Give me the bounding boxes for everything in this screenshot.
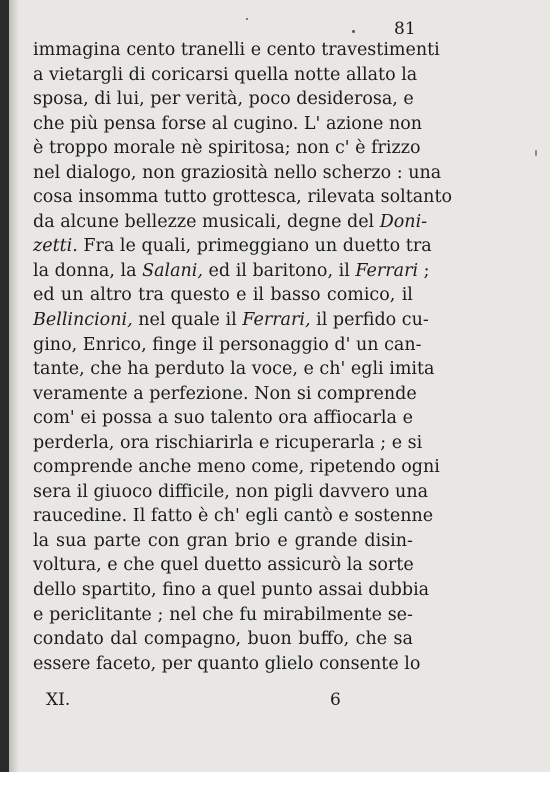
page-number: 81 [394, 19, 416, 39]
text-line: ed un altro tra questo e il basso comico, il [33, 285, 413, 306]
text-line: Bellincioni, nel quale il Ferrari, il perfido cu- [33, 310, 429, 331]
text-line: comprende anche meno come, ripetendo ogni [33, 457, 440, 478]
text-line: perderla, ora rischiarirla e ricuperarla ; e si [33, 432, 423, 453]
book-spine-shadow [0, 0, 9, 772]
text-line: voltura, e che quel duetto assicurò la sorte [33, 555, 414, 576]
paper-speck [246, 18, 248, 20]
signature-mark: XI. [46, 690, 71, 710]
text-line: raucedine. Il fatto è ch' egli cantò e sostenne [33, 506, 434, 527]
text-line: tante, che ha perduto la voce, e ch' egli imita [33, 359, 435, 380]
paper-speck [352, 30, 355, 33]
text-line: sera il giuoco difficile, non pigli davvero una [33, 481, 429, 502]
text-line: condato dal compagno, buon buffo, che sa [33, 629, 413, 650]
text-line: veramente a perfezione. Non si comprende [33, 383, 417, 404]
text-line: e periclitante ; nel che fu mirabilmente se- [33, 604, 413, 625]
gutter-shade [9, 0, 19, 772]
paper-speck [535, 150, 537, 156]
text-line: la sua parte con gran brio e grande disin- [33, 530, 413, 551]
text-line: che più pensa forse al cugino. L' azione non [33, 113, 423, 134]
text-line: la donna, la Salani, ed il baritono, il Ferrari ; [33, 260, 430, 281]
text-line: com' ei possa a suo talento ora affiocarla e [33, 408, 413, 429]
text-line: sposa, di lui, per verità, poco desiderosa, e [33, 89, 414, 110]
text-line: nel dialogo, non graziosità nello scherzo : una [33, 162, 442, 183]
text-line: da alcune bellezze musicali, degne del Doni- [33, 211, 428, 232]
text-line: dello spartito, fino a quel punto assai dubbia [33, 580, 430, 601]
text-line: cosa insomma tutto grottesca, rilevata soltanto [33, 187, 453, 208]
text-line: a vietargli di coricarsi quella notte allato la [33, 64, 418, 85]
text-line: zetti. Fra le quali, primeggiano un duetto tra [33, 236, 432, 257]
text-line: è troppo morale nè spiritosa; non c' è frizzo [33, 138, 421, 159]
text-line: immagina cento tranelli e cento travestimenti [33, 40, 440, 60]
text-line: gino, Enrico, finge il personaggio d' un can- [33, 334, 422, 355]
gathering-number: 6 [330, 690, 341, 710]
text-line: essere faceto, per quanto glielo consente lo [33, 653, 421, 674]
page-body-text [33, 38, 453, 676]
